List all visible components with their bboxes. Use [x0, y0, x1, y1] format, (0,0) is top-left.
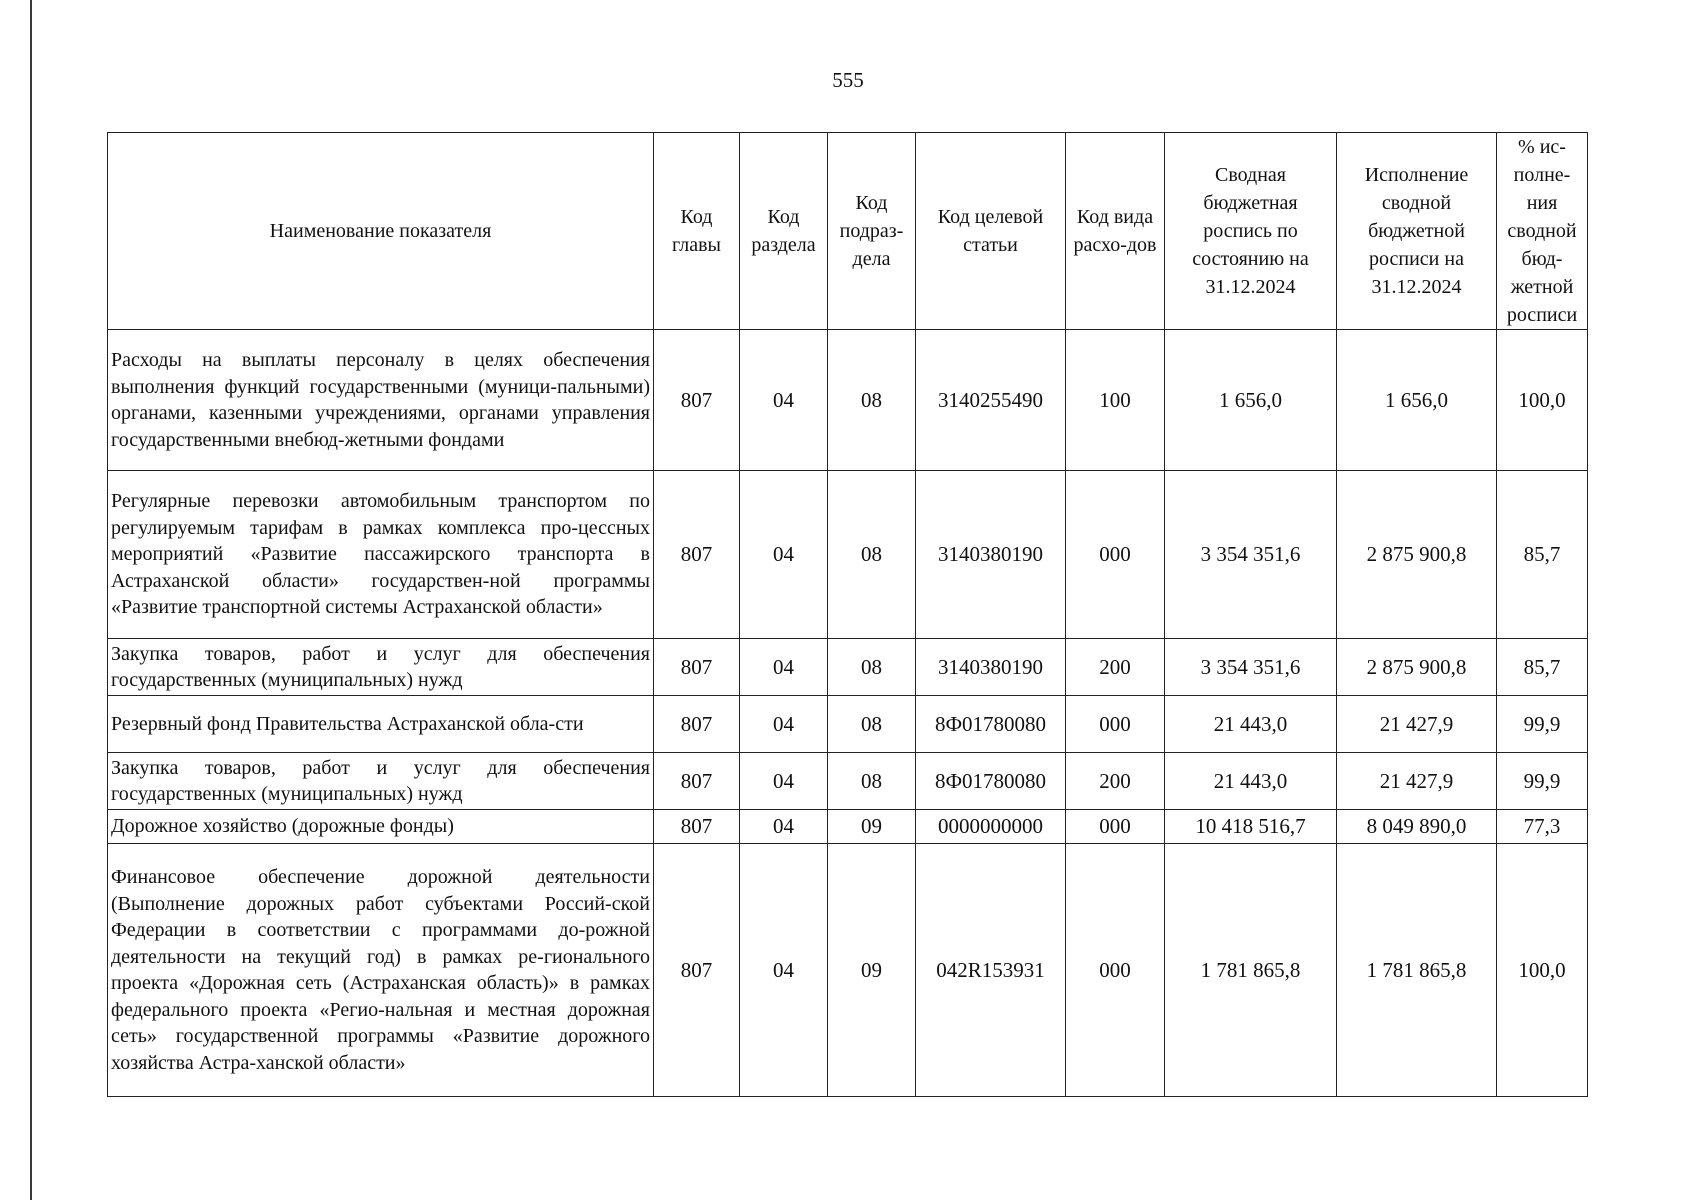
- row-expense-type-code: 200: [1066, 639, 1165, 696]
- row-execution-percent: 85,7: [1497, 639, 1588, 696]
- row-execution-amount: 21 427,9: [1337, 753, 1497, 810]
- row-expense-type-code: 000: [1066, 471, 1165, 639]
- row-execution-percent: 99,9: [1497, 696, 1588, 753]
- row-chapter-code: 807: [654, 844, 740, 1097]
- header-chapter-code: Код главы: [654, 133, 740, 330]
- header-target-article-code: Код целевой статьи: [916, 133, 1066, 330]
- row-target-article-code: 042R153931: [916, 844, 1066, 1097]
- row-budget-list-amount: 3 354 351,6: [1165, 471, 1337, 639]
- row-expense-type-code: 000: [1066, 696, 1165, 753]
- row-execution-amount: 2 875 900,8: [1337, 639, 1497, 696]
- row-budget-list-amount: 1 781 865,8: [1165, 844, 1337, 1097]
- row-budget-list-amount: 3 354 351,6: [1165, 639, 1337, 696]
- header-section-code: Код раздела: [740, 133, 828, 330]
- row-name: Резервный фонд Правительства Астраханской обла-сти: [108, 696, 654, 753]
- row-subsection-code: 08: [828, 639, 916, 696]
- row-subsection-code: 08: [828, 753, 916, 810]
- row-target-article-code: 8Ф01780080: [916, 696, 1066, 753]
- header-subsection-code: Код подраз-дела: [828, 133, 916, 330]
- row-target-article-code: 8Ф01780080: [916, 753, 1066, 810]
- row-name: Финансовое обеспечение дорожной деятельности (Выполнение дорожных работ субъектами Россий-ской Федерации в соответствии с программами до-рожной деятельности на текущий год) в рамках ре-гионального проекта «Дорожная сеть (Астраханская область)» в рамках федерального проекта «Регио-нальная и местная дорожная сеть» государственной программы «Развитие дорожного хозяйства Астра-ханской области»: [108, 844, 654, 1097]
- row-subsection-code: 08: [828, 330, 916, 471]
- row-target-article-code: 3140255490: [916, 330, 1066, 471]
- row-section-code: 04: [740, 844, 828, 1097]
- row-execution-percent: 77,3: [1497, 810, 1588, 844]
- row-subsection-code: 09: [828, 844, 916, 1097]
- row-target-article-code: 3140380190: [916, 471, 1066, 639]
- row-name: Закупка товаров, работ и услуг для обеспечения государственных (муниципальных) нужд: [108, 639, 654, 696]
- header-budget-execution: Исполнение сводной бюджетной росписи на 31.12.2024: [1337, 133, 1497, 330]
- row-expense-type-code: 000: [1066, 844, 1165, 1097]
- row-subsection-code: 09: [828, 810, 916, 844]
- row-expense-type-code: 200: [1066, 753, 1165, 810]
- row-execution-amount: 2 875 900,8: [1337, 471, 1497, 639]
- row-section-code: 04: [740, 696, 828, 753]
- row-chapter-code: 807: [654, 471, 740, 639]
- row-execution-amount: 8 049 890,0: [1337, 810, 1497, 844]
- row-subsection-code: 08: [828, 696, 916, 753]
- row-execution-percent: 100,0: [1497, 330, 1588, 471]
- table-row: [108, 753, 1588, 810]
- header-indicator-name: Наименование показателя: [108, 133, 654, 330]
- row-expense-type-code: 000: [1066, 810, 1165, 844]
- row-execution-amount: 1 656,0: [1337, 330, 1497, 471]
- header-execution-percent: % ис-полне-ния сводной бюд-жетной росписи: [1497, 133, 1588, 330]
- row-execution-amount: 1 781 865,8: [1337, 844, 1497, 1097]
- row-name: Закупка товаров, работ и услуг для обеспечения государственных (муниципальных) нужд: [108, 753, 654, 810]
- page-number: 555: [832, 68, 864, 92]
- row-chapter-code: 807: [654, 753, 740, 810]
- row-chapter-code: 807: [654, 639, 740, 696]
- row-execution-percent: 85,7: [1497, 471, 1588, 639]
- row-budget-list-amount: 21 443,0: [1165, 696, 1337, 753]
- row-section-code: 04: [740, 330, 828, 471]
- row-section-code: 04: [740, 639, 828, 696]
- table-header-row: [108, 133, 1588, 330]
- row-name: Регулярные перевозки автомобильным транспортом по регулируемым тарифам в рамках комплекса про-цессных мероприятий «Развитие пассажирского транспорта в Астраханской области» государствен-ной программы «Развитие транспортной системы Астраханской области»: [108, 471, 654, 639]
- row-budget-list-amount: 10 418 516,7: [1165, 810, 1337, 844]
- table-row: [108, 639, 1588, 696]
- row-execution-amount: 21 427,9: [1337, 696, 1497, 753]
- table-row: [108, 471, 1588, 639]
- row-chapter-code: 807: [654, 810, 740, 844]
- row-subsection-code: 08: [828, 471, 916, 639]
- table-row: [108, 844, 1588, 1097]
- row-expense-type-code: 100: [1066, 330, 1165, 471]
- row-chapter-code: 807: [654, 330, 740, 471]
- row-budget-list-amount: 1 656,0: [1165, 330, 1337, 471]
- row-target-article-code: 0000000000: [916, 810, 1066, 844]
- header-expense-type-code: Код вида расхо-дов: [1066, 133, 1165, 330]
- row-budget-list-amount: 21 443,0: [1165, 753, 1337, 810]
- scan-edge-line: [30, 0, 32, 1200]
- row-section-code: 04: [740, 810, 828, 844]
- row-name: Расходы на выплаты персоналу в целях обеспечения выполнения функций государственными (муници-пальными) органами, казенными учреждениями, органами управления государственными внебюд-жетными фондами: [108, 330, 654, 471]
- row-target-article-code: 3140380190: [916, 639, 1066, 696]
- row-execution-percent: 100,0: [1497, 844, 1588, 1097]
- row-section-code: 04: [740, 471, 828, 639]
- budget-execution-table: [107, 132, 1588, 1097]
- row-name: Дорожное хозяйство (дорожные фонды): [108, 810, 654, 844]
- row-chapter-code: 807: [654, 696, 740, 753]
- table-row: [108, 810, 1588, 844]
- row-section-code: 04: [740, 753, 828, 810]
- row-execution-percent: 99,9: [1497, 753, 1588, 810]
- header-budget-list: Сводная бюджетная роспись по состоянию на 31.12.2024: [1165, 133, 1337, 330]
- table-row: [108, 696, 1588, 753]
- table-row: [108, 330, 1588, 471]
